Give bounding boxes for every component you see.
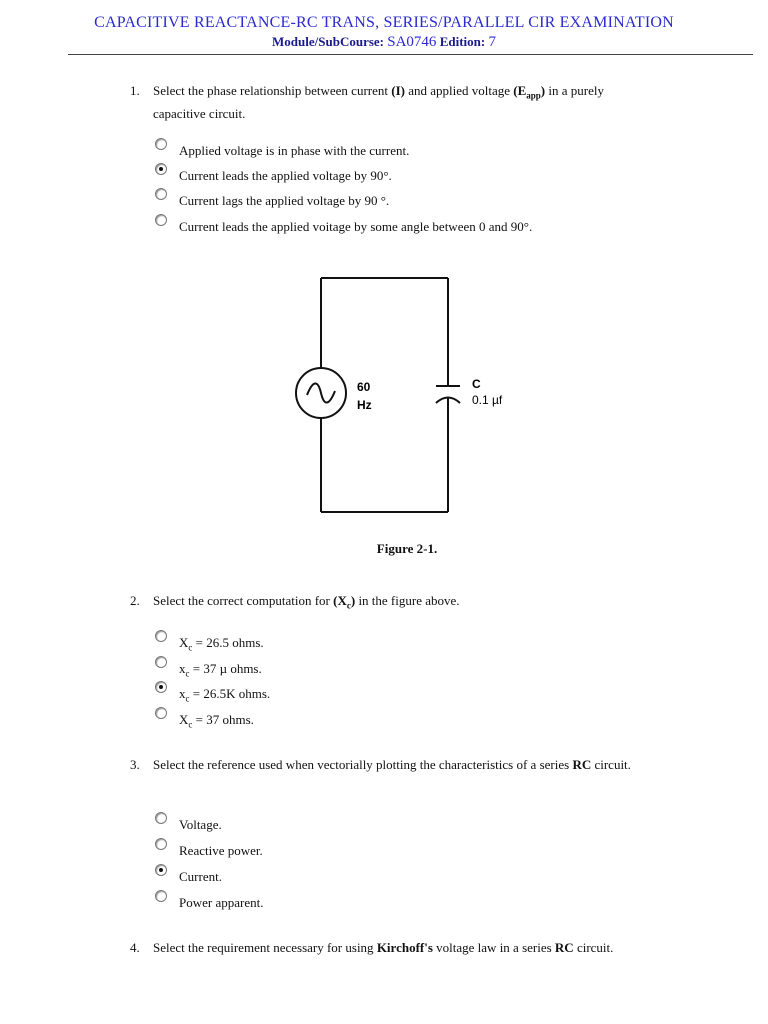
text-bold: RC xyxy=(554,940,574,955)
text-subscript: c xyxy=(346,600,351,611)
module-label: Module/SubCourse: xyxy=(272,34,384,49)
option-label xyxy=(179,661,262,679)
option-label xyxy=(179,712,254,730)
var-rest: = 37 ohms. xyxy=(192,712,254,727)
radio-button[interactable] xyxy=(155,890,167,902)
var-text: x xyxy=(179,661,186,676)
module-line xyxy=(0,34,768,51)
radio-button-selected[interactable] xyxy=(155,163,167,175)
text-bold: ) xyxy=(540,83,546,98)
option-label: Applied voltage is in phase with the current. xyxy=(179,143,410,158)
edition-label: Edition: xyxy=(439,34,486,49)
text-bold: (I) xyxy=(391,83,405,98)
text-part: in a purely capacitive circuit. xyxy=(153,83,604,121)
radio-button[interactable] xyxy=(155,630,167,642)
radio-button[interactable] xyxy=(155,188,167,200)
option-label xyxy=(179,686,270,704)
option-label: Reactive power. xyxy=(179,843,263,858)
question-text xyxy=(153,592,643,615)
radio-button[interactable] xyxy=(155,214,167,226)
radio-button[interactable] xyxy=(155,707,167,719)
option-label: Voltage. xyxy=(179,817,222,832)
radio-button[interactable] xyxy=(155,656,167,668)
text-part: Select the reference used when vectorially plotting the characteristics of a series xyxy=(153,757,573,772)
exam-header xyxy=(0,14,768,51)
option-label xyxy=(179,635,264,653)
radio-button-selected[interactable] xyxy=(155,864,167,876)
var-rest: = 26.5K ohms. xyxy=(189,686,271,701)
text-part: circuit. xyxy=(573,940,614,955)
header-divider xyxy=(68,54,753,55)
var-subscript: c xyxy=(185,693,190,704)
var-text: X xyxy=(179,635,189,650)
capacitor-value: 0.1 µf xyxy=(472,393,503,407)
var-subscript: c xyxy=(188,719,193,730)
radio-button[interactable] xyxy=(155,838,167,850)
question-text xyxy=(153,756,643,774)
question-number: 4. xyxy=(130,940,140,955)
text-bold: (E xyxy=(513,83,527,98)
source-frequency: 60 xyxy=(357,380,371,394)
text-part: Select the phase relationship between current xyxy=(153,83,392,98)
question-number: 1. xyxy=(130,83,140,98)
option-label: Current lags the applied voltage by 90 °. xyxy=(179,193,390,208)
var-text: x xyxy=(179,686,186,701)
question-number: 3. xyxy=(130,757,140,772)
option-label: Current leads the applied voltage by 90°. xyxy=(179,168,392,183)
text-bold: RC xyxy=(572,757,592,772)
source-unit: Hz xyxy=(357,398,372,412)
text-part: Select the correct computation for xyxy=(153,593,334,608)
question-number: 2. xyxy=(130,593,140,608)
circuit-diagram xyxy=(285,272,525,522)
radio-button[interactable] xyxy=(155,812,167,824)
option-label: Power apparent. xyxy=(179,895,264,910)
question-text xyxy=(153,82,643,123)
capacitor-name: C xyxy=(472,377,481,391)
var-subscript: c xyxy=(188,642,193,653)
edition-value: 7 xyxy=(488,34,496,50)
text-part: and applied voltage xyxy=(404,83,514,98)
text-part: Select the requirement necessary for using xyxy=(153,940,377,955)
radio-button[interactable] xyxy=(155,138,167,150)
text-subscript: app xyxy=(526,90,541,101)
text-part: in the figure above. xyxy=(355,593,460,608)
var-rest: = 26.5 ohms. xyxy=(192,635,264,650)
var-text: X xyxy=(179,712,189,727)
text-part: voltage law in a series xyxy=(432,940,555,955)
exam-title: CAPACITIVE REACTANCE-RC TRANS, SERIES/PARALLEL CIR EXAMINATION xyxy=(94,14,674,31)
var-subscript: c xyxy=(185,668,190,679)
figure-caption: Figure 2-1. xyxy=(376,541,438,556)
text-bold: Kirchoff's xyxy=(376,940,433,955)
radio-button-selected[interactable] xyxy=(155,681,167,693)
module-value: SA0746 xyxy=(387,34,437,50)
var-rest: = 37 µ ohms. xyxy=(189,661,262,676)
question-text xyxy=(153,939,643,957)
text-bold: ) xyxy=(350,593,356,608)
text-bold: (X xyxy=(333,593,347,608)
option-label: Current leads the applied voitage by some angle between 0 and 90°. xyxy=(179,219,533,234)
sine-wave-icon xyxy=(307,383,335,402)
text-part: circuit. xyxy=(591,757,631,772)
option-label: Current. xyxy=(179,869,222,884)
